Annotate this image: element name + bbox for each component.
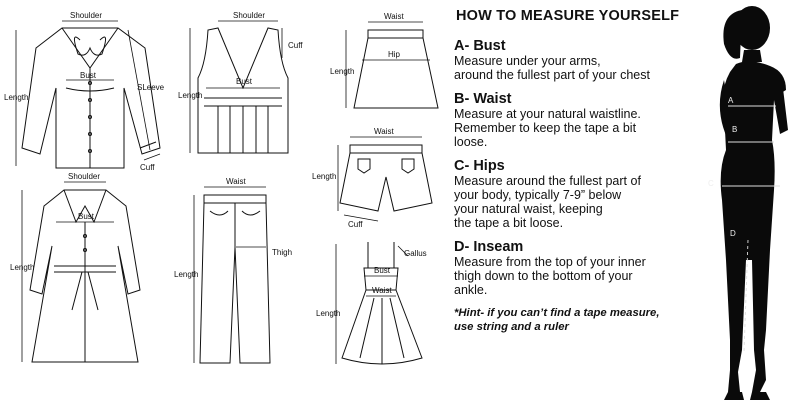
silhouette-illustration — [690, 0, 800, 410]
blouse-illustration — [0, 8, 175, 173]
bust-text-line: Measure under your arms, — [454, 54, 601, 68]
measurement-guide — [454, 8, 704, 334]
bust-heading: A- Bust — [454, 38, 506, 54]
tank-top-illustration — [178, 8, 313, 163]
marker-b: B — [732, 125, 738, 134]
coat-illustration — [2, 170, 160, 372]
tank-cuff-label: Cuff — [288, 41, 303, 50]
dress-diagram — [312, 238, 450, 376]
waist-text-line: Measure at your natural waistline. — [454, 107, 641, 121]
dress-waist-label: Waist — [372, 286, 392, 295]
shorts-illustration — [312, 125, 447, 230]
shorts-diagram — [312, 125, 447, 230]
waist-text — [454, 107, 704, 149]
blouse-diagram — [0, 8, 175, 173]
skirt-hip-label: Hip — [388, 50, 401, 59]
hint-line: use string and a ruler — [454, 321, 569, 333]
marker-d: D — [730, 229, 736, 238]
skirt-length-label: Length — [330, 67, 355, 76]
inseam-text-line: thigh down to the bottom of your — [454, 269, 633, 283]
dress-illustration — [312, 238, 450, 376]
dress-gallus-label: Gallus — [404, 249, 427, 258]
marker-a: A — [728, 96, 734, 105]
inseam-text-line: Measure from the top of your inner — [454, 255, 646, 269]
inseam-text-line: ankle. — [454, 283, 488, 297]
waist-heading: B- Waist — [454, 91, 512, 107]
tank-shoulder-label: Shoulder — [233, 11, 266, 20]
jeans-thigh-label: Thigh — [272, 248, 293, 257]
hips-text-line: your natural waist, keeping — [454, 202, 603, 216]
tank-top-diagram — [178, 8, 313, 163]
shorts-length-label: Length — [312, 172, 337, 181]
marker-c: C — [708, 179, 714, 188]
tank-bust-label: Bust — [236, 77, 253, 86]
waist-text-line: Remember to keep the tape a bit — [454, 121, 637, 135]
inseam-heading: D- Inseam — [454, 239, 524, 255]
skirt-illustration — [328, 10, 443, 115]
coat-bust-label: Bust — [78, 212, 95, 221]
blouse-cuff-label: Cuff — [140, 163, 155, 172]
hint-text — [454, 306, 704, 334]
hips-heading: C- Hips — [454, 158, 505, 174]
coat-shoulder-label: Shoulder — [68, 172, 101, 181]
dress-length-label: Length — [316, 309, 341, 318]
shorts-cuff-label: Cuff — [348, 220, 363, 229]
hips-text-line: your body, typically 7-9” below — [454, 188, 622, 202]
hips-instruction — [454, 158, 704, 230]
dress-bust-label: Bust — [374, 266, 391, 275]
blouse-sleeve-label: SLeeve — [137, 83, 165, 92]
skirt-diagram — [328, 10, 443, 115]
body-silhouette — [690, 0, 800, 410]
coat-length-label: Length — [10, 263, 35, 272]
skirt-waist-label: Waist — [384, 12, 404, 21]
jeans-illustration — [170, 175, 300, 375]
jeans-length-label: Length — [174, 270, 199, 279]
blouse-length-label: Length — [4, 93, 29, 102]
hips-text-line: the tape a bit loose. — [454, 216, 564, 230]
inseam-text — [454, 255, 704, 297]
coat-diagram — [2, 170, 160, 372]
blouse-shoulder-label: Shoulder — [70, 11, 103, 20]
bust-text — [454, 54, 704, 82]
hips-text — [454, 174, 704, 230]
hips-text-line: Measure around the fullest part of — [454, 174, 641, 188]
hint-line: *Hint- if you can’t find a tape measure, — [454, 307, 660, 319]
bust-instruction — [454, 38, 704, 82]
shorts-waist-label: Waist — [374, 127, 394, 136]
guide-title: HOW TO MEASURE YOURSELF — [456, 8, 680, 24]
tank-length-label: Length — [178, 91, 203, 100]
waist-instruction — [454, 91, 704, 149]
waist-text-line: loose. — [454, 135, 488, 149]
bust-text-line: around the fullest part of your chest — [454, 68, 650, 82]
jeans-diagram — [170, 175, 300, 375]
jeans-waist-label: Waist — [226, 177, 246, 186]
blouse-bust-label: Bust — [80, 71, 97, 80]
inseam-instruction — [454, 239, 704, 297]
